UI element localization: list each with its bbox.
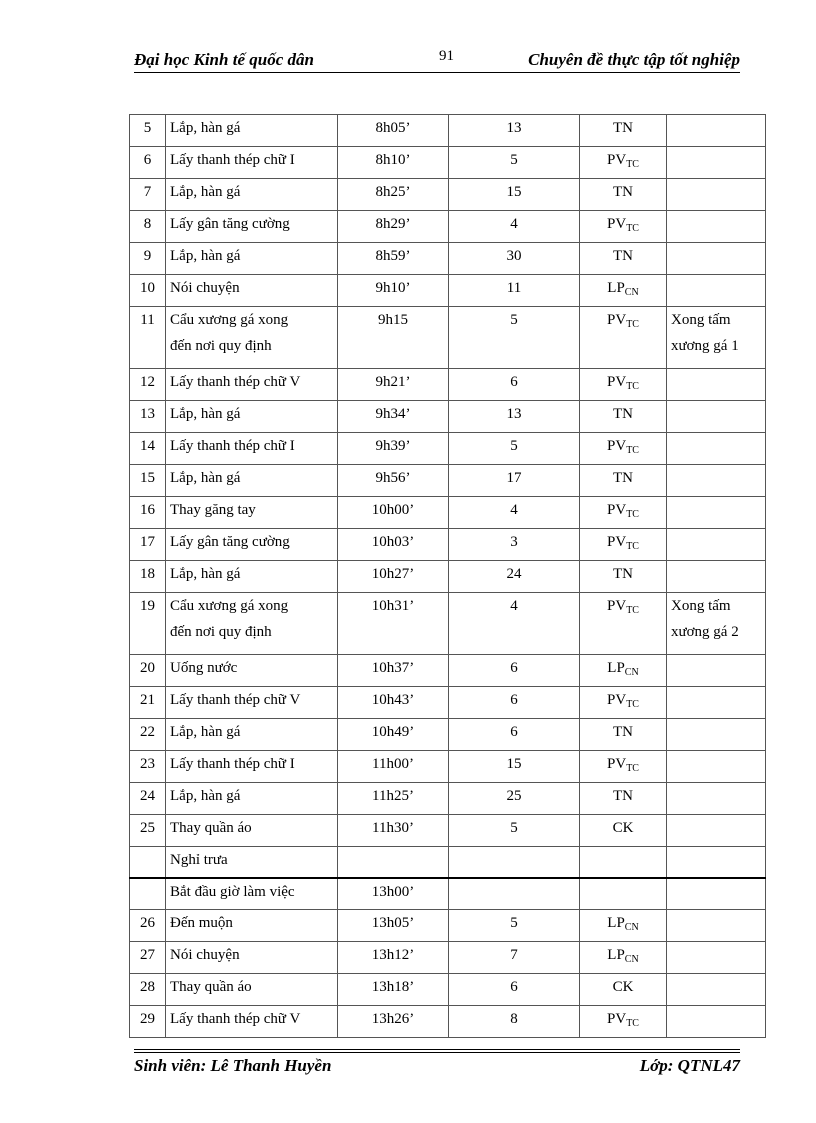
table-row	[130, 974, 766, 1006]
note-cell	[667, 942, 766, 974]
category-cell: CK	[580, 974, 667, 1006]
category-cell: $PV_{TC}$	[580, 529, 667, 561]
category-cell: $PV_{TC}$	[580, 687, 667, 719]
note-cell	[667, 655, 766, 687]
duration-cell: 4	[449, 497, 580, 529]
category-cell: $LP_{CN}$	[580, 655, 667, 687]
row-number-cell: 7	[130, 179, 166, 211]
category-cell: TN	[580, 179, 667, 211]
note-cell	[667, 115, 766, 147]
activity-cell: Lấy thanh thép chữ V	[166, 687, 338, 719]
note-cell	[667, 815, 766, 847]
activity-cell: Lắp, hàn gá	[166, 465, 338, 497]
category-subscript: CN	[624, 667, 639, 678]
duration-cell: 15	[449, 751, 580, 783]
duration-cell: 11	[449, 275, 580, 307]
time-cell: 10h43’	[338, 687, 449, 719]
category-cell: CK	[580, 815, 667, 847]
duration-cell: 6	[449, 655, 580, 687]
activity-cell: Cẩu xương gá xong đến nơi quy định	[166, 593, 338, 655]
note-cell	[667, 147, 766, 179]
time-cell: 9h56’	[338, 465, 449, 497]
note-cell	[667, 497, 766, 529]
time-cell: 11h00’	[338, 751, 449, 783]
row-number-cell: 18	[130, 561, 166, 593]
table-row	[130, 655, 766, 687]
duration-cell	[449, 878, 580, 910]
row-number-cell: 20	[130, 655, 166, 687]
duration-cell: 8	[449, 1006, 580, 1038]
activity-cell: Nói chuyện	[166, 942, 338, 974]
row-number-cell: 19	[130, 593, 166, 655]
table-row	[130, 433, 766, 465]
category-subscript: TC	[626, 445, 639, 456]
table-row	[130, 465, 766, 497]
category-cell: TN	[580, 719, 667, 751]
time-cell: 8h59’	[338, 243, 449, 275]
duration-cell: 4	[449, 593, 580, 655]
duration-cell: 24	[449, 561, 580, 593]
category-subscript: TC	[626, 381, 639, 392]
row-number-cell: 21	[130, 687, 166, 719]
time-cell: 10h27’	[338, 561, 449, 593]
category-cell: $LP_{CN}$	[580, 275, 667, 307]
note-cell	[667, 529, 766, 561]
table-row	[130, 211, 766, 243]
table-row	[130, 942, 766, 974]
row-number-cell: 12	[130, 369, 166, 401]
duration-cell: 5	[449, 433, 580, 465]
table-row	[130, 497, 766, 529]
category-cell	[580, 878, 667, 910]
duration-cell: 5	[449, 147, 580, 179]
time-cell: 8h10’	[338, 147, 449, 179]
observation-table	[129, 114, 766, 1038]
activity-cell: Uống nước	[166, 655, 338, 687]
category-subscript: TC	[626, 223, 639, 234]
category-cell: $PV_{TC}$	[580, 369, 667, 401]
activity-cell: Lắp, hàn gá	[166, 179, 338, 211]
time-cell: 10h49’	[338, 719, 449, 751]
footer-class: Lớp: QTNL47	[639, 1056, 740, 1075]
note-cell	[667, 179, 766, 211]
row-number-cell: 23	[130, 751, 166, 783]
note-cell	[667, 1006, 766, 1038]
time-cell: 11h25’	[338, 783, 449, 815]
category-cell: TN	[580, 243, 667, 275]
category-cell: $PV_{TC}$	[580, 211, 667, 243]
duration-cell: 7	[449, 942, 580, 974]
activity-cell: Lấy gân tăng cường	[166, 529, 338, 561]
category-cell: TN	[580, 465, 667, 497]
row-number-cell: 17	[130, 529, 166, 561]
activity-cell: Lắp, hàn gá	[166, 561, 338, 593]
time-cell: 10h03’	[338, 529, 449, 561]
activity-cell: Lắp, hàn gá	[166, 401, 338, 433]
time-cell: 9h34’	[338, 401, 449, 433]
category-subscript: TC	[626, 605, 639, 616]
note-cell	[667, 751, 766, 783]
table-row	[130, 561, 766, 593]
category-cell: $PV_{TC}$	[580, 1006, 667, 1038]
activity-cell: Thay găng tay	[166, 497, 338, 529]
time-cell: 8h29’	[338, 211, 449, 243]
activity-cell: Lấy thanh thép chữ V	[166, 1006, 338, 1038]
table-row	[130, 179, 766, 211]
table-row	[130, 719, 766, 751]
time-cell: 13h05’	[338, 910, 449, 942]
note-cell	[667, 401, 766, 433]
duration-cell: 13	[449, 115, 580, 147]
category-cell: $PV_{TC}$	[580, 593, 667, 655]
header-rule	[134, 72, 740, 73]
category-subscript: CN	[624, 922, 639, 933]
time-cell: 8h05’	[338, 115, 449, 147]
row-number-cell: 26	[130, 910, 166, 942]
table-row	[130, 147, 766, 179]
category-cell: $LP_{CN}$	[580, 942, 667, 974]
table-row	[130, 593, 766, 655]
category-cell	[580, 847, 667, 879]
page-number: 91	[439, 48, 454, 64]
activity-cell: Lấy thanh thép chữ I	[166, 147, 338, 179]
activity-cell: Cẩu xương gá xong đến nơi quy định	[166, 307, 338, 369]
note-cell	[667, 465, 766, 497]
category-cell: $PV_{TC}$	[580, 307, 667, 369]
category-subscript: TC	[626, 763, 639, 774]
time-cell: 8h25’	[338, 179, 449, 211]
row-number-cell: 29	[130, 1006, 166, 1038]
activity-cell: Lắp, hàn gá	[166, 115, 338, 147]
duration-cell: 6	[449, 974, 580, 1006]
time-cell: 9h21’	[338, 369, 449, 401]
duration-cell: 3	[449, 529, 580, 561]
duration-cell: 4	[449, 211, 580, 243]
time-cell: 9h15	[338, 307, 449, 369]
table-row	[130, 847, 766, 879]
row-number-cell: 16	[130, 497, 166, 529]
row-number-cell: 5	[130, 115, 166, 147]
time-cell: 10h00’	[338, 497, 449, 529]
note-cell	[667, 847, 766, 879]
activity-cell: Thay quần áo	[166, 974, 338, 1006]
header-title: Chuyên đề thực tập tốt nghiệp	[528, 50, 740, 69]
row-number-cell: 6	[130, 147, 166, 179]
table-row	[130, 529, 766, 561]
category-subscript: TC	[626, 1018, 639, 1029]
note-cell	[667, 211, 766, 243]
note-cell	[667, 369, 766, 401]
table-row	[130, 243, 766, 275]
table-row	[130, 815, 766, 847]
table-row	[130, 307, 766, 369]
row-number-cell: 15	[130, 465, 166, 497]
duration-cell: 5	[449, 910, 580, 942]
note-cell	[667, 783, 766, 815]
category-subscript: CN	[624, 954, 639, 965]
note-cell	[667, 719, 766, 751]
row-number-cell	[130, 878, 166, 910]
category-subscript: TC	[626, 699, 639, 710]
footer-student: Sinh viên: Lê Thanh Huyền	[134, 1056, 332, 1075]
category-cell: $PV_{TC}$	[580, 433, 667, 465]
category-subscript: TC	[626, 319, 639, 330]
duration-cell: 13	[449, 401, 580, 433]
footer-rule-bottom	[134, 1052, 740, 1053]
row-number-cell: 13	[130, 401, 166, 433]
row-number-cell: 22	[130, 719, 166, 751]
header-university: Đại học Kinh tế quốc dân	[134, 50, 314, 69]
row-number-cell: 11	[130, 307, 166, 369]
table-row	[130, 401, 766, 433]
row-number-cell: 10	[130, 275, 166, 307]
row-number-cell: 25	[130, 815, 166, 847]
category-subscript: CN	[624, 287, 639, 298]
table-row	[130, 751, 766, 783]
category-subscript: TC	[626, 159, 639, 170]
duration-cell: 30	[449, 243, 580, 275]
duration-cell	[449, 847, 580, 879]
note-cell	[667, 878, 766, 910]
category-cell: TN	[580, 401, 667, 433]
activity-cell: Bắt đầu giờ làm việc	[166, 878, 338, 910]
category-cell: TN	[580, 115, 667, 147]
time-cell: 9h10’	[338, 275, 449, 307]
row-number-cell: 24	[130, 783, 166, 815]
note-cell	[667, 561, 766, 593]
note-cell: Xong tấm xương gá 2	[667, 593, 766, 655]
duration-cell: 6	[449, 687, 580, 719]
time-cell: 13h12’	[338, 942, 449, 974]
row-number-cell: 28	[130, 974, 166, 1006]
table-row	[130, 369, 766, 401]
time-cell: 10h31’	[338, 593, 449, 655]
row-number-cell	[130, 847, 166, 879]
category-cell: $PV_{TC}$	[580, 147, 667, 179]
duration-cell: 5	[449, 307, 580, 369]
note-cell: Xong tấm xương gá 1	[667, 307, 766, 369]
note-cell	[667, 687, 766, 719]
activity-cell: Lắp, hàn gá	[166, 243, 338, 275]
table-row	[130, 275, 766, 307]
time-cell: 11h30’	[338, 815, 449, 847]
table-row	[130, 1006, 766, 1038]
table-row	[130, 115, 766, 147]
footer-rule-top	[134, 1049, 740, 1050]
row-number-cell: 14	[130, 433, 166, 465]
activity-cell: Đến muộn	[166, 910, 338, 942]
activity-cell: Lấy thanh thép chữ I	[166, 433, 338, 465]
category-cell: $LP_{CN}$	[580, 910, 667, 942]
row-number-cell: 9	[130, 243, 166, 275]
category-subscript: TC	[626, 541, 639, 552]
activity-cell: Thay quần áo	[166, 815, 338, 847]
table-row	[130, 687, 766, 719]
category-cell: $PV_{TC}$	[580, 497, 667, 529]
duration-cell: 6	[449, 369, 580, 401]
table-row	[130, 910, 766, 942]
duration-cell: 17	[449, 465, 580, 497]
note-cell	[667, 910, 766, 942]
activity-cell: Nghỉ trưa	[166, 847, 338, 879]
note-cell	[667, 974, 766, 1006]
duration-cell: 25	[449, 783, 580, 815]
activity-cell: Lấy thanh thép chữ I	[166, 751, 338, 783]
category-cell: TN	[580, 783, 667, 815]
row-number-cell: 8	[130, 211, 166, 243]
activity-cell: Lắp, hàn gá	[166, 719, 338, 751]
time-cell: 13h18’	[338, 974, 449, 1006]
duration-cell: 15	[449, 179, 580, 211]
note-cell	[667, 433, 766, 465]
duration-cell: 6	[449, 719, 580, 751]
table-row	[130, 783, 766, 815]
time-cell: 9h39’	[338, 433, 449, 465]
time-cell: 10h37’	[338, 655, 449, 687]
activity-cell: Lấy gân tăng cường	[166, 211, 338, 243]
category-cell: TN	[580, 561, 667, 593]
note-cell	[667, 275, 766, 307]
time-cell: 13h00’	[338, 878, 449, 910]
activity-cell: Nói chuyện	[166, 275, 338, 307]
page-header	[134, 44, 740, 74]
time-cell: 13h26’	[338, 1006, 449, 1038]
activity-cell: Lấy thanh thép chữ V	[166, 369, 338, 401]
duration-cell: 5	[449, 815, 580, 847]
category-subscript: TC	[626, 509, 639, 520]
row-number-cell: 27	[130, 942, 166, 974]
note-cell	[667, 243, 766, 275]
table-body	[130, 115, 766, 1038]
activity-cell: Lắp, hàn gá	[166, 783, 338, 815]
time-cell	[338, 847, 449, 879]
table-row	[130, 878, 766, 910]
category-cell: $PV_{TC}$	[580, 751, 667, 783]
